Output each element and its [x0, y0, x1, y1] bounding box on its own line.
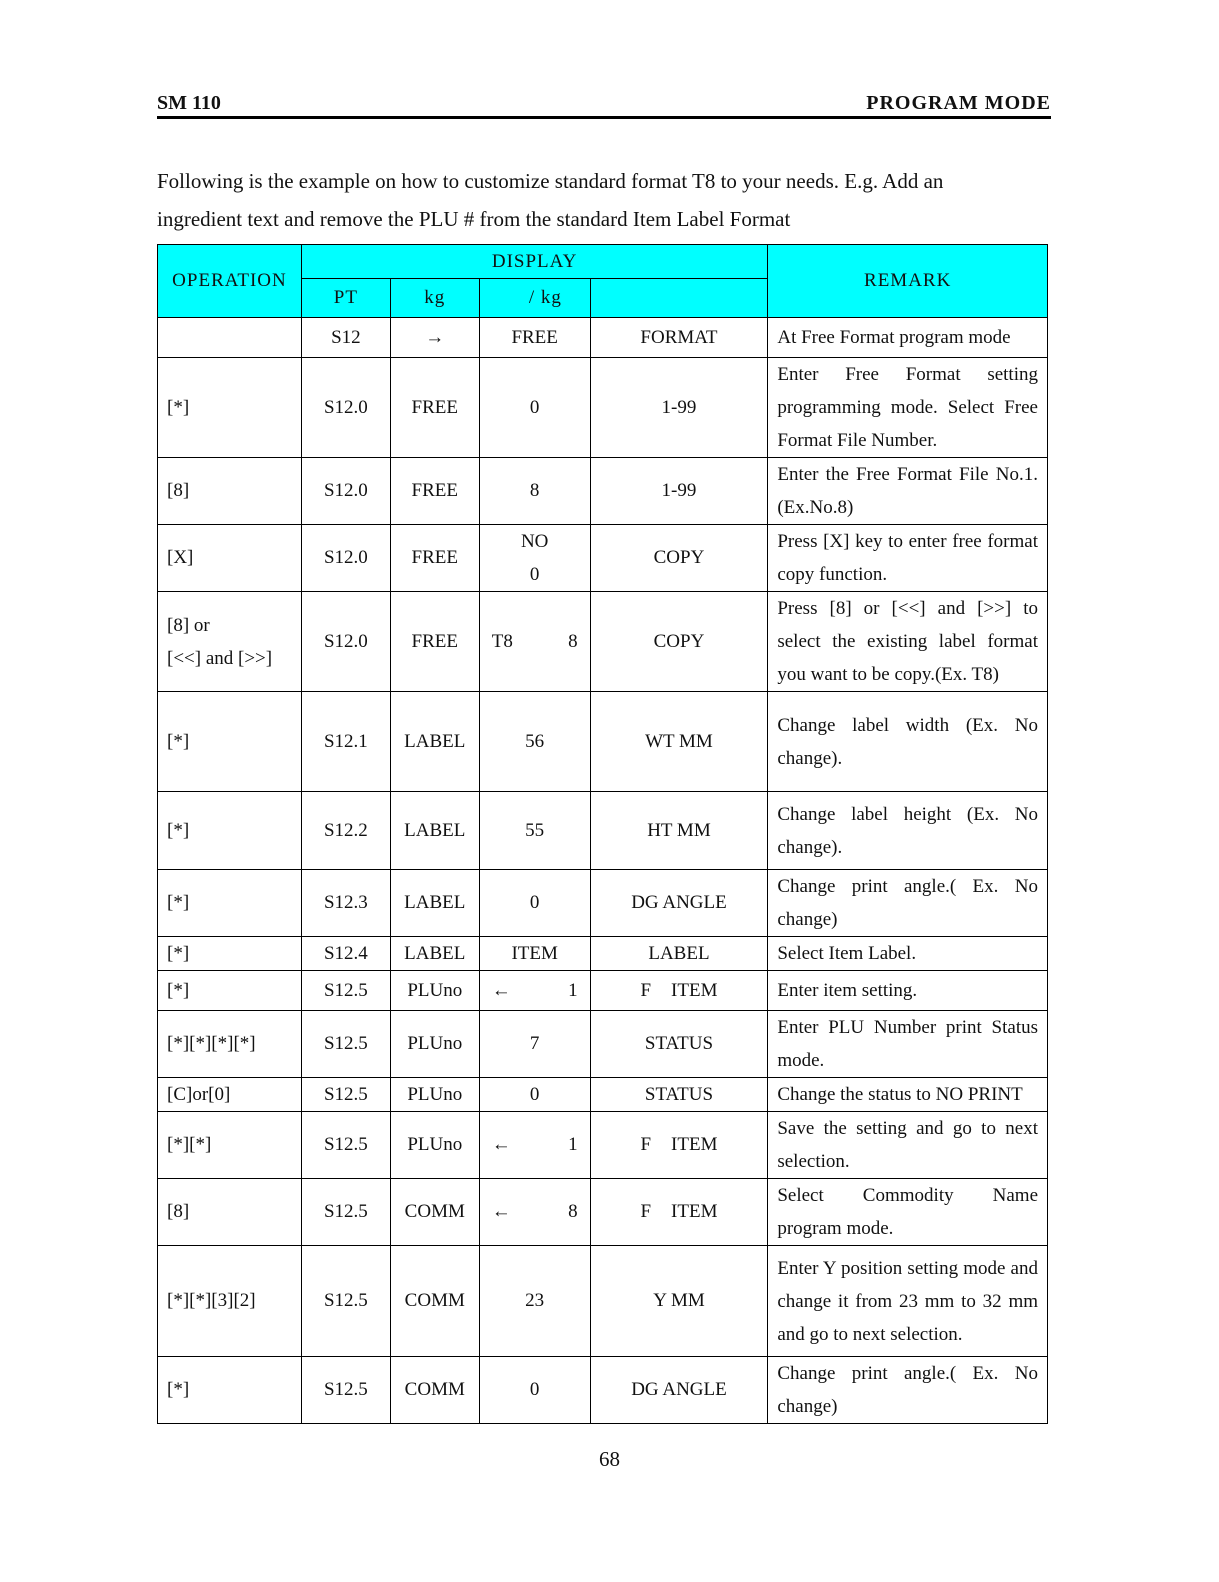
kg-display-cell: LABEL: [390, 870, 479, 937]
price-per-kg-display-cell: 56: [479, 692, 590, 792]
table-row: [158, 1357, 1048, 1424]
operation-key: [8] or: [167, 614, 210, 636]
operation-cell: [X]: [158, 525, 302, 592]
pt-display-cell: S12.1: [301, 692, 390, 792]
operation-cell: [*][*]: [158, 1112, 302, 1179]
kg-display-cell: →: [390, 318, 479, 358]
intro-line: Following is the example on how to customize standard format T8 to your needs. E.g. Add an: [157, 169, 944, 193]
kg-display-cell: LABEL: [390, 692, 479, 792]
pt-display-cell: S12.5: [301, 1011, 390, 1078]
table-row: [158, 1011, 1048, 1078]
table-row: [158, 592, 1048, 692]
price-per-kg-display-cell: ITEM: [479, 937, 590, 971]
table-row: [158, 458, 1048, 525]
operation-cell: [8]: [158, 1179, 302, 1246]
price-per-kg-display-cell: 55: [479, 792, 590, 870]
pt-display-cell: S12.4: [301, 937, 390, 971]
remark-cell: Select Item Label.: [768, 937, 1048, 971]
price-per-kg-display-cell: [479, 592, 590, 692]
price-display-cell: STATUS: [590, 1078, 768, 1112]
kg-display-cell: COMM: [390, 1179, 479, 1246]
table-row: [158, 525, 1048, 592]
operation-key: [<<] and [>>]: [167, 647, 273, 669]
display-value: 8: [568, 1201, 578, 1222]
price-per-kg-display-cell: FREE: [479, 318, 590, 358]
display-value: ITEM: [671, 1134, 718, 1155]
price-per-kg-display-cell: [479, 971, 590, 1011]
table-row: [158, 937, 1048, 971]
remark-cell: Enter Free Format setting programming mode. Select Free Format File Number.: [768, 358, 1048, 458]
display-value: ITEM: [671, 1201, 718, 1222]
operation-cell: [*]: [158, 792, 302, 870]
operation-cell: [*][*][*][*]: [158, 1011, 302, 1078]
display-value: NO: [520, 531, 549, 552]
pt-display-cell: S12.5: [301, 1246, 390, 1357]
remark-cell: Save the setting and go to next selection.: [768, 1112, 1048, 1179]
display-value: ←: [491, 1134, 511, 1155]
pt-display-cell: S12.5: [301, 1078, 390, 1112]
operation-table: [157, 244, 1048, 1424]
price-display-cell: Y MM: [590, 1246, 768, 1357]
operation-cell: [*]: [158, 870, 302, 937]
display-value: 8: [568, 630, 578, 652]
remark-cell: Enter Y position setting mode and change it from 23 mm to 32 mm and go to next selection.: [768, 1246, 1048, 1357]
remark-cell: Change label height (Ex. No change).: [768, 792, 1048, 870]
display-value: 1: [568, 979, 578, 1001]
price-per-kg-display-cell: [479, 1179, 590, 1246]
display-value: T8: [491, 630, 513, 652]
remark-cell: Enter PLU Number print Status mode.: [768, 1011, 1048, 1078]
display-value: F: [640, 979, 652, 1001]
operation-rows: [158, 318, 1048, 1424]
price-per-kg-display-cell: [479, 1112, 590, 1179]
kg-display-cell: PLUno: [390, 1078, 479, 1112]
display-value: ITEM: [671, 979, 718, 1001]
pt-display-cell: S12.5: [301, 1112, 390, 1179]
pt-display-cell: S12.2: [301, 792, 390, 870]
price-per-kg-display-cell: 0: [479, 1357, 590, 1424]
kg-display-cell: FREE: [390, 458, 479, 525]
price-display-cell: FORMAT: [590, 318, 768, 358]
remark-cell: Change the status to NO PRINT: [768, 1078, 1048, 1112]
price-display-cell: DG ANGLE: [590, 1357, 768, 1424]
price-display-cell: DG ANGLE: [590, 870, 768, 937]
table-row: [158, 1246, 1048, 1357]
price-display-cell: COPY: [590, 592, 768, 692]
remark-cell: Change print angle.( Ex. No change): [768, 870, 1048, 937]
pt-display-cell: S12.0: [301, 458, 390, 525]
price-per-kg-display-cell: 23: [479, 1246, 590, 1357]
remark-cell: Change label width (Ex. No change).: [768, 692, 1048, 792]
display-value: ←: [491, 979, 511, 1001]
model-name: SM 110: [157, 92, 221, 114]
kg-display-cell: COMM: [390, 1246, 479, 1357]
price-display-cell: 1-99: [590, 358, 768, 458]
display-value: 0: [529, 564, 540, 585]
section-title: PROGRAM MODE: [866, 92, 1051, 114]
price-display-cell: [590, 1112, 768, 1179]
header-price: [590, 279, 768, 318]
kg-display-cell: FREE: [390, 525, 479, 592]
table-row: [158, 692, 1048, 792]
display-value: 1: [568, 1134, 578, 1155]
operation-cell: [C]or[0]: [158, 1078, 302, 1112]
header-kg: kg: [390, 279, 479, 318]
pt-display-cell: S12: [301, 318, 390, 358]
header-remark: REMARK: [768, 245, 1048, 318]
table-row: [158, 1179, 1048, 1246]
pt-display-cell: S12.0: [301, 358, 390, 458]
kg-display-cell: LABEL: [390, 792, 479, 870]
table-row: [158, 318, 1048, 358]
page-number: 68: [599, 1447, 620, 1471]
price-display-cell: WT MM: [590, 692, 768, 792]
split-display: [480, 631, 590, 653]
price-display-cell: 1-99: [590, 458, 768, 525]
price-display-cell: COPY: [590, 525, 768, 592]
kg-display-cell: FREE: [390, 592, 479, 692]
price-per-kg-display-cell: 8: [479, 458, 590, 525]
table-row: [158, 870, 1048, 937]
pt-display-cell: S12.5: [301, 971, 390, 1011]
split-display: [480, 1134, 590, 1156]
remark-cell: At Free Format program mode: [768, 318, 1048, 358]
remark-cell: Press [X] key to enter free format copy function.: [768, 525, 1048, 592]
remark-cell: Enter the Free Format File No.1.(Ex.No.8): [768, 458, 1048, 525]
price-display-cell: HT MM: [590, 792, 768, 870]
price-per-kg-display-cell: 0: [479, 358, 590, 458]
operation-cell: [*]: [158, 937, 302, 971]
kg-display-cell: COMM: [390, 1357, 479, 1424]
table-row: [158, 1078, 1048, 1112]
intro-paragraph: [157, 162, 1037, 238]
operation-cell: [*]: [158, 971, 302, 1011]
remark-cell: Press [8] or [<<] and [>>] to select the existing label format you want to be copy.(Ex. T8): [768, 592, 1048, 692]
price-display-cell: [590, 1179, 768, 1246]
pt-display-cell: S12.5: [301, 1357, 390, 1424]
intro-line: ingredient text and remove the PLU # from the standard Item Label Format: [157, 207, 791, 231]
operation-cell: [158, 318, 302, 358]
display-value: ←: [491, 1201, 511, 1222]
price-display-cell: STATUS: [590, 1011, 768, 1078]
operation-cell: [*]: [158, 692, 302, 792]
split-display: [480, 1201, 590, 1223]
operation-cell: [*]: [158, 358, 302, 458]
table-row: [158, 358, 1048, 458]
kg-display-cell: FREE: [390, 358, 479, 458]
page-header: [157, 90, 1051, 119]
remark-cell: Enter item setting.: [768, 971, 1048, 1011]
kg-display-cell: PLUno: [390, 1112, 479, 1179]
remark-cell: Change print angle.( Ex. No change): [768, 1357, 1048, 1424]
price-display-cell: LABEL: [590, 937, 768, 971]
price-display-cell: [590, 971, 768, 1011]
kg-display-cell: PLUno: [390, 1011, 479, 1078]
operation-cell: [8]: [158, 458, 302, 525]
price-per-kg-display-cell: 0: [479, 870, 590, 937]
table-row: [158, 971, 1048, 1011]
price-per-kg-display-cell: [479, 525, 590, 592]
display-value: F: [640, 1201, 652, 1222]
price-per-kg-display-cell: 7: [479, 1011, 590, 1078]
kg-display-cell: PLUno: [390, 971, 479, 1011]
pt-display-cell: S12.0: [301, 592, 390, 692]
operation-cell: [*]: [158, 1357, 302, 1424]
price-per-kg-display-cell: 0: [479, 1078, 590, 1112]
pt-display-cell: S12.5: [301, 1179, 390, 1246]
display-value: F: [640, 1134, 652, 1155]
operation-cell: [158, 592, 302, 692]
header-operation: OPERATION: [158, 245, 302, 318]
pt-display-cell: S12.0: [301, 525, 390, 592]
kg-display-cell: LABEL: [390, 937, 479, 971]
table-row: [158, 792, 1048, 870]
pt-display-cell: S12.3: [301, 870, 390, 937]
header-price-per-kg: / kg: [479, 279, 590, 318]
split-display: [480, 980, 590, 1002]
table-row: [158, 1112, 1048, 1179]
header-pt: PT: [301, 279, 390, 318]
operation-cell: [*][*][3][2]: [158, 1246, 302, 1357]
header-display: DISPLAY: [301, 245, 767, 279]
remark-cell: Select Commodity Name program mode.: [768, 1179, 1048, 1246]
